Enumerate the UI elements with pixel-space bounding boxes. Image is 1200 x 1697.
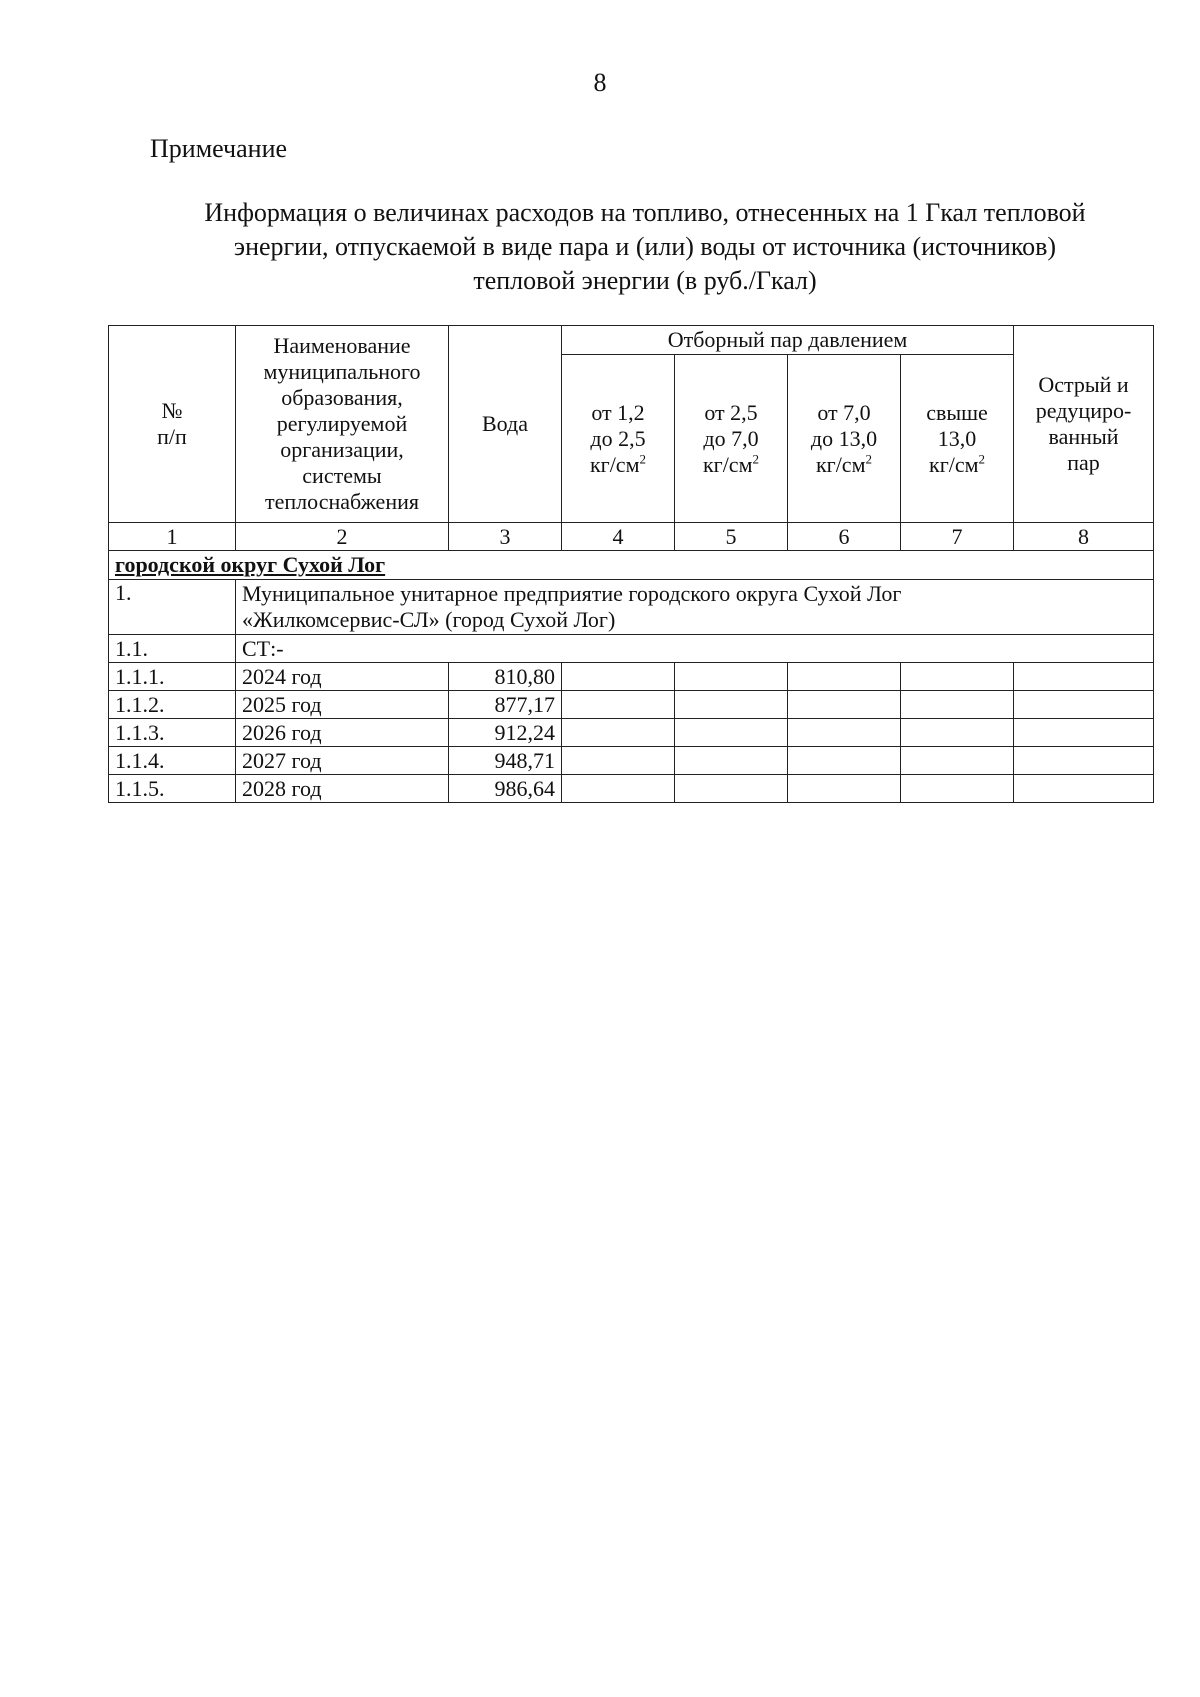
row-water-value: 912,24 xyxy=(449,719,562,747)
column-number: 4 xyxy=(562,523,675,551)
table-row xyxy=(109,775,1154,803)
header-col-name: Наименование муниципального образования, регулируемой организации, системы теплоснабжения xyxy=(236,326,449,523)
row-year: 2028 год xyxy=(236,775,449,803)
header-col-water: Вода xyxy=(449,326,562,523)
empty-cell xyxy=(562,747,675,775)
organization-row xyxy=(109,580,1154,635)
column-number: 5 xyxy=(675,523,788,551)
title-line-2: энергии, отпускаемой в виде пара и (или) воды от источника (источников) xyxy=(233,232,1057,261)
column-number: 8 xyxy=(1014,523,1154,551)
row-year: 2026 год xyxy=(236,719,449,747)
column-number: 2 xyxy=(236,523,449,551)
empty-cell xyxy=(1014,663,1154,691)
page-number: 8 xyxy=(593,68,607,97)
column-number: 7 xyxy=(901,523,1014,551)
row-number: 1.1.2. xyxy=(109,691,236,719)
empty-cell xyxy=(901,747,1014,775)
empty-cell xyxy=(675,691,788,719)
row-number: 1.1.1. xyxy=(109,663,236,691)
empty-cell xyxy=(562,775,675,803)
row-year: 2025 год xyxy=(236,691,449,719)
row-year: 2024 год xyxy=(236,663,449,691)
row-year: 2027 год xyxy=(236,747,449,775)
empty-cell xyxy=(788,719,901,747)
empty-cell xyxy=(675,775,788,803)
organization-number: 1. xyxy=(109,580,236,635)
empty-cell xyxy=(788,663,901,691)
system-number: 1.1. xyxy=(109,635,236,663)
column-number: 1 xyxy=(109,523,236,551)
empty-cell xyxy=(901,719,1014,747)
empty-cell xyxy=(675,747,788,775)
row-number: 1.1.3. xyxy=(109,719,236,747)
header-col-pressure-2: от 2,5 до 7,0 $кг/см^2$ xyxy=(675,355,788,523)
region-row xyxy=(109,551,1154,580)
system-name: СТ:- xyxy=(236,635,1154,663)
row-water-value: 877,17 xyxy=(449,691,562,719)
header-group-extraction-steam: Отборный пар давлением xyxy=(562,326,1014,355)
empty-cell xyxy=(1014,775,1154,803)
column-number: 3 xyxy=(449,523,562,551)
title-line-1: Информация о величинах расходов на топливо, отнесенных на 1 Гкал тепловой xyxy=(204,198,1086,227)
row-number: 1.1.4. xyxy=(109,747,236,775)
empty-cell xyxy=(1014,719,1154,747)
empty-cell xyxy=(1014,747,1154,775)
empty-cell xyxy=(675,663,788,691)
table-row xyxy=(109,747,1154,775)
header-col-pressure-4: свыше 13,0 $кг/см^2$ xyxy=(901,355,1014,523)
empty-cell xyxy=(901,775,1014,803)
header-col-live-steam: Острый и редуциро- ванный пар xyxy=(1014,326,1154,523)
row-water-value: 810,80 xyxy=(449,663,562,691)
table-row xyxy=(109,719,1154,747)
empty-cell xyxy=(901,691,1014,719)
empty-cell xyxy=(562,719,675,747)
row-water-value: 948,71 xyxy=(449,747,562,775)
header-row-1 xyxy=(109,326,1154,355)
organization-name: Муниципальное унитарное предприятие городского округа Сухой Лог «Жилкомсервис-СЛ» (город Сухой Лог) xyxy=(236,580,1154,635)
empty-cell xyxy=(788,775,901,803)
empty-cell xyxy=(788,747,901,775)
column-number-row xyxy=(109,523,1154,551)
empty-cell xyxy=(675,719,788,747)
document-title xyxy=(150,196,1140,298)
row-number: 1.1.5. xyxy=(109,775,236,803)
row-water-value: 986,64 xyxy=(449,775,562,803)
column-number: 6 xyxy=(788,523,901,551)
header-col-number: № п/п xyxy=(109,326,236,523)
region-name: городской округ Сухой Лог xyxy=(109,551,1154,580)
note-heading: Примечание xyxy=(150,134,288,163)
empty-cell xyxy=(562,691,675,719)
table-row xyxy=(109,691,1154,719)
empty-cell xyxy=(562,663,675,691)
empty-cell xyxy=(901,663,1014,691)
table-row xyxy=(109,663,1154,691)
empty-cell xyxy=(1014,691,1154,719)
fuel-cost-table xyxy=(108,325,1154,803)
header-col-pressure-1: от 1,2 до 2,5 $кг/см^2$ xyxy=(562,355,675,523)
title-line-3: тепловой энергии (в руб./Гкал) xyxy=(473,266,817,295)
header-col-pressure-3: от 7,0 до 13,0 $кг/см^2$ xyxy=(788,355,901,523)
system-row xyxy=(109,635,1154,663)
empty-cell xyxy=(788,691,901,719)
